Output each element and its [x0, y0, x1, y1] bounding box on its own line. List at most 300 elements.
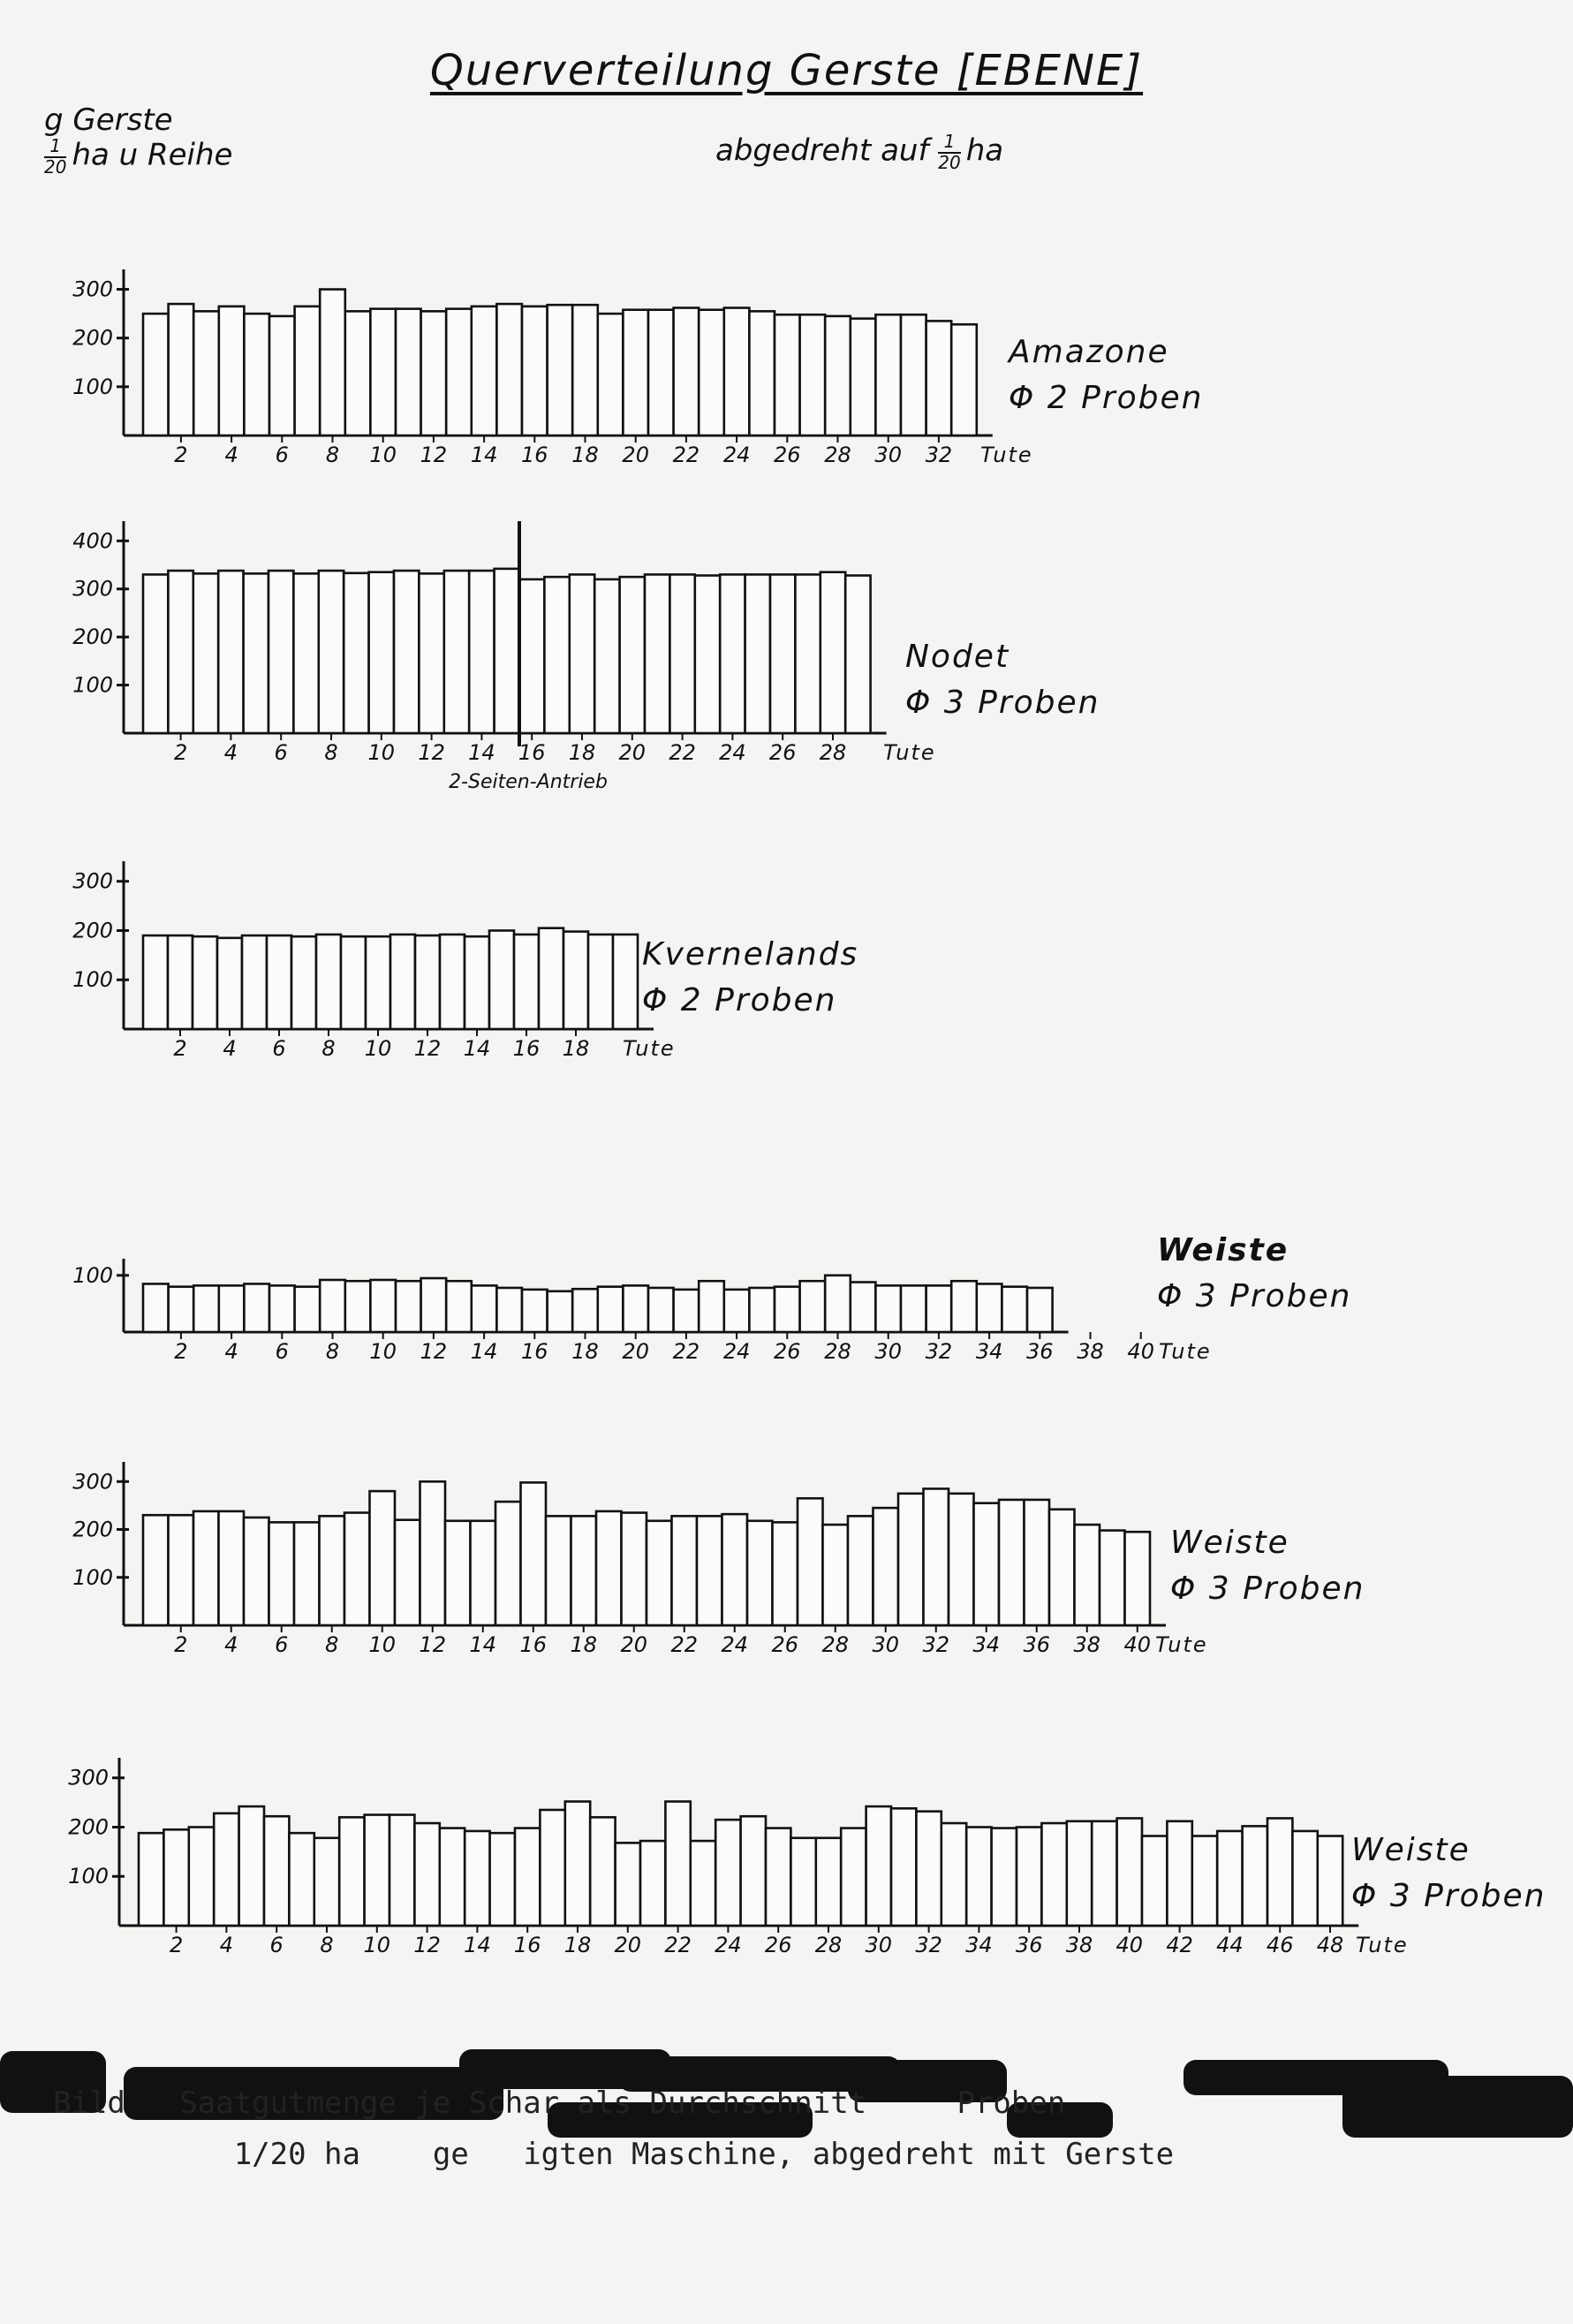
x-tick-label: 28: [824, 1339, 851, 1364]
x-tick-label: 18: [562, 1036, 590, 1061]
bar: [193, 1285, 219, 1332]
x-tick-label: 38: [1073, 1632, 1101, 1657]
calibration-note-prefix: abgedreht auf: [715, 132, 929, 169]
bar: [571, 1516, 597, 1625]
bar: [916, 1812, 941, 1926]
x-tick-label: 28: [819, 740, 847, 765]
y-tick-label: 300: [72, 868, 113, 894]
bar: [588, 935, 613, 1029]
x-tick-label: 46: [1266, 1933, 1294, 1957]
bar: [193, 1511, 219, 1625]
x-tick-label: 10: [364, 1036, 392, 1061]
bar: [366, 936, 390, 1029]
bar: [640, 1841, 665, 1926]
bar: [565, 1801, 590, 1926]
calibration-fraction-denominator: 20: [938, 152, 961, 173]
bar: [544, 577, 569, 733]
bar: [648, 310, 674, 435]
bar: [1092, 1821, 1116, 1926]
bar: [319, 571, 344, 733]
page-title: Querverteilung Gerste [EBENE]: [429, 46, 1144, 95]
bar: [519, 579, 544, 733]
series-label: Nodet: [905, 639, 1010, 675]
x-tick-label: 24: [719, 740, 746, 765]
bar: [790, 1838, 815, 1926]
x-tick-label: 8: [325, 1632, 339, 1657]
bar: [495, 1502, 521, 1625]
bar: [465, 1831, 489, 1926]
x-tick-label: 14: [464, 1933, 491, 1957]
bar: [522, 307, 548, 435]
bar: [749, 311, 775, 435]
y-tick-label: 100: [68, 1864, 109, 1889]
bar: [295, 307, 321, 435]
bar: [143, 314, 169, 435]
x-tick-label: 18: [563, 1933, 592, 1957]
bar: [496, 304, 522, 435]
bar: [623, 1285, 648, 1332]
bar: [699, 1281, 724, 1332]
x-tick-label: 16: [518, 740, 546, 765]
x-tick-label: 6: [275, 443, 289, 467]
x-tick-label: 8: [325, 1339, 340, 1364]
x-tick-label: 48: [1316, 1933, 1344, 1957]
x-tick-label: 12: [419, 1632, 447, 1657]
x-tick-label: 4: [224, 1339, 238, 1364]
bar: [490, 1833, 515, 1926]
x-tick-label: 24: [722, 443, 751, 467]
x-tick-label: 44: [1216, 1933, 1244, 1957]
y-tick-label: 300: [68, 1765, 109, 1790]
bar: [674, 308, 700, 435]
y-tick-label: 200: [68, 1814, 109, 1840]
series-label: Weiste: [1157, 1232, 1289, 1268]
bar: [320, 1280, 345, 1332]
bar: [369, 572, 394, 733]
x-tick-label: 12: [420, 1339, 448, 1364]
bar: [341, 936, 366, 1029]
bar: [293, 573, 318, 733]
series-label: Φ 2 Proben: [1009, 380, 1204, 416]
x-tick-label: 14: [469, 1632, 497, 1657]
bar: [143, 574, 168, 733]
x-tick-label: 32: [922, 1632, 950, 1657]
bar: [747, 1521, 773, 1625]
bar: [596, 1511, 622, 1625]
bar: [800, 1281, 826, 1332]
bar: [665, 1801, 690, 1926]
bar: [546, 1516, 571, 1625]
y-tick-label: 300: [72, 576, 113, 602]
caption-line-1: Bild Saatgutmenge je Schar als Durchschnitt Proben: [53, 2086, 1066, 2121]
bar: [620, 577, 645, 733]
x-tick-label: 26: [771, 1632, 799, 1657]
x-tick-label: 26: [764, 1933, 792, 1957]
bar: [219, 1285, 245, 1332]
bar: [613, 935, 638, 1029]
bar: [495, 569, 519, 733]
x-tick-label: 16: [512, 1036, 541, 1061]
bar: [749, 1288, 775, 1332]
x-tick-label: 30: [872, 1632, 900, 1657]
bar: [469, 571, 494, 733]
bar: [244, 314, 269, 435]
caption-line-2: 1/20 ha ge igten Maschine, abgedreht mit Gerste: [53, 2137, 1175, 2172]
bar: [339, 1817, 364, 1926]
bar: [540, 1810, 564, 1926]
bar: [389, 1815, 414, 1926]
bar: [1142, 1836, 1167, 1926]
bar: [924, 1488, 949, 1625]
x-tick-label: 38: [1065, 1933, 1093, 1957]
unit-label-line1: g Gerste: [44, 102, 173, 138]
series-label: Φ 3 Proben: [905, 685, 1100, 721]
bar: [901, 314, 926, 435]
bar: [168, 935, 193, 1029]
y-tick-label: 400: [72, 528, 113, 554]
bar: [163, 1829, 188, 1926]
x-tick-label: 4: [219, 1933, 234, 1957]
bar: [446, 1281, 472, 1332]
x-tick-label: 22: [672, 443, 700, 467]
y-tick-label: 100: [72, 374, 113, 399]
bar: [848, 1516, 873, 1625]
x-tick-label: 28: [814, 1933, 843, 1957]
x-tick-label: 6: [275, 1632, 289, 1657]
bar: [1002, 1287, 1027, 1332]
x-tick-label: 34: [975, 1339, 1003, 1364]
bar: [193, 936, 217, 1029]
x-tick-label: 28: [821, 1632, 850, 1657]
drive-annotation: 2-Seiten-Antrieb: [449, 771, 608, 793]
x-tick-label: 34: [972, 1632, 1001, 1657]
x-tick-label: 36: [1026, 1339, 1054, 1364]
x-tick-label: 38: [1077, 1339, 1104, 1364]
bar: [775, 314, 800, 435]
x-tick-label: 18: [571, 443, 599, 467]
bar: [219, 307, 245, 435]
series-label: Φ 3 Proben: [1157, 1278, 1352, 1314]
x-tick-label: 40: [1123, 1632, 1152, 1657]
bar: [926, 321, 952, 435]
bar: [825, 1276, 851, 1332]
bar: [419, 573, 443, 733]
bar: [414, 1823, 439, 1926]
x-axis-label: Tute: [1159, 1339, 1212, 1364]
bar: [1049, 1510, 1075, 1625]
bar: [139, 1833, 163, 1926]
bar: [1100, 1531, 1125, 1625]
bar: [1075, 1525, 1100, 1625]
bar: [1125, 1532, 1151, 1625]
y-tick-label: 200: [72, 325, 113, 351]
x-tick-label: 22: [672, 1339, 700, 1364]
bar: [445, 1521, 471, 1625]
series-label: Kvernelands: [642, 936, 859, 973]
y-tick-label: 100: [72, 967, 113, 993]
bar: [320, 1516, 345, 1625]
x-tick-label: 22: [669, 740, 696, 765]
bar: [189, 1827, 214, 1926]
bar: [242, 935, 267, 1029]
bar: [1027, 1288, 1053, 1332]
x-tick-label: 2: [174, 443, 188, 467]
bar: [548, 1291, 573, 1332]
bar: [866, 1806, 891, 1926]
bar: [623, 310, 648, 435]
series-label: Weiste: [1170, 1525, 1289, 1561]
bar: [951, 324, 977, 435]
bar: [217, 938, 242, 1029]
bar: [521, 1482, 547, 1625]
x-tick-label: 18: [568, 740, 596, 765]
bar: [267, 935, 291, 1029]
bar: [825, 316, 851, 435]
bar: [572, 1289, 598, 1332]
bar: [446, 309, 472, 435]
x-tick-label: 2: [173, 740, 188, 765]
bar: [218, 571, 243, 733]
bar: [244, 573, 268, 733]
bar: [440, 935, 465, 1029]
bar: [766, 1828, 790, 1926]
bar: [697, 1516, 722, 1625]
x-tick-label: 20: [618, 740, 647, 765]
bar: [720, 574, 745, 733]
bar: [724, 1290, 750, 1332]
x-tick-label: 26: [768, 740, 797, 765]
bar: [515, 1828, 540, 1926]
x-axis-label: Tute: [980, 443, 1033, 467]
bar: [440, 1828, 465, 1926]
bar: [370, 1491, 396, 1625]
y-tick-label: 100: [72, 672, 113, 698]
x-tick-label: 22: [670, 1632, 699, 1657]
x-tick-label: 24: [715, 1933, 742, 1957]
bar: [168, 571, 193, 733]
x-tick-label: 24: [721, 1632, 749, 1657]
bar: [966, 1827, 991, 1926]
unit-label-line2: ha u Reihe: [72, 137, 233, 173]
bar: [415, 935, 440, 1029]
x-tick-label: 4: [223, 1036, 237, 1061]
bar: [992, 1828, 1017, 1926]
bar: [219, 1511, 245, 1625]
bar: [949, 1494, 974, 1625]
bar: [390, 935, 415, 1029]
bar: [1025, 1500, 1050, 1625]
bar: [316, 935, 341, 1029]
bar: [1017, 1827, 1041, 1926]
x-tick-label: 28: [824, 443, 851, 467]
bar: [365, 1815, 389, 1926]
bar: [977, 1283, 1002, 1332]
x-tick-label: 6: [269, 1933, 284, 1957]
bar: [169, 1515, 194, 1625]
bar: [741, 1816, 766, 1926]
x-tick-label: 14: [470, 443, 498, 467]
x-tick-label: 30: [874, 443, 902, 467]
y-tick-label: 100: [72, 1262, 113, 1288]
series-label: Φ 2 Proben: [642, 982, 837, 1018]
bar: [314, 1838, 339, 1926]
y-tick-label: 300: [72, 276, 113, 302]
calibration-note-suffix: ha: [965, 132, 1004, 169]
x-tick-label: 18: [571, 1339, 599, 1364]
x-tick-label: 16: [521, 443, 548, 467]
x-tick-label: 20: [622, 1339, 649, 1364]
bar: [622, 1513, 647, 1625]
bar: [264, 1816, 289, 1926]
bar: [724, 308, 750, 435]
bar: [691, 1841, 715, 1926]
x-tick-label: 6: [275, 1339, 289, 1364]
x-tick-label: 26: [774, 443, 801, 467]
bar: [465, 936, 489, 1029]
x-tick-label: 20: [614, 1933, 642, 1957]
bar: [722, 1514, 748, 1625]
bar: [472, 1285, 497, 1332]
bar: [672, 1516, 698, 1625]
x-tick-label: 16: [513, 1933, 541, 1957]
x-tick-label: 10: [369, 443, 397, 467]
bar: [1067, 1821, 1092, 1926]
bar: [875, 1285, 901, 1332]
bar: [1292, 1831, 1317, 1926]
bar: [695, 576, 720, 733]
x-tick-label: 12: [413, 1933, 441, 1957]
bar: [1041, 1823, 1066, 1926]
bar: [169, 304, 194, 435]
bar: [1192, 1836, 1217, 1926]
bar: [294, 1522, 320, 1625]
x-tick-label: 4: [223, 740, 238, 765]
bar: [800, 314, 826, 435]
x-axis-label: Tute: [623, 1036, 676, 1061]
bar: [244, 1518, 269, 1625]
x-tick-label: 36: [1015, 1933, 1043, 1957]
x-tick-label: 10: [363, 1933, 391, 1957]
bar: [669, 574, 694, 733]
series-label: Weiste: [1351, 1832, 1471, 1868]
bar: [244, 1283, 269, 1332]
bar: [773, 1522, 798, 1625]
bar: [193, 573, 218, 733]
bar: [1217, 1831, 1242, 1926]
x-tick-label: 14: [468, 740, 495, 765]
x-tick-label: 22: [664, 1933, 692, 1957]
x-tick-label: 12: [413, 1036, 442, 1061]
x-axis-label: Tute: [883, 740, 936, 765]
bar: [320, 290, 345, 435]
x-axis-label: Tute: [1356, 1933, 1409, 1957]
x-tick-label: 10: [369, 1339, 397, 1364]
x-tick-label: 14: [470, 1339, 498, 1364]
bar: [821, 572, 845, 733]
y-tick-label: 100: [72, 1564, 113, 1590]
series-label: Φ 3 Proben: [1351, 1878, 1547, 1914]
x-tick-label: 4: [224, 443, 238, 467]
bar: [269, 316, 295, 435]
bar: [616, 1843, 640, 1926]
bar: [268, 571, 293, 733]
bar: [345, 1281, 371, 1332]
bar: [570, 574, 594, 733]
bar: [648, 1288, 674, 1332]
bar: [269, 1285, 295, 1332]
bar: [1318, 1836, 1342, 1926]
x-tick-label: 26: [774, 1339, 801, 1364]
x-tick-label: 16: [519, 1632, 548, 1657]
bar: [395, 1520, 420, 1625]
x-tick-label: 6: [272, 1036, 286, 1061]
bar: [715, 1820, 740, 1926]
series-label: Amazone: [1009, 334, 1169, 370]
bar: [851, 319, 876, 435]
bar: [394, 571, 419, 733]
x-tick-label: 20: [620, 1632, 648, 1657]
bar: [472, 307, 497, 435]
bar: [1243, 1826, 1267, 1926]
bar: [143, 1515, 169, 1625]
bar: [999, 1500, 1025, 1625]
bar: [901, 1285, 926, 1332]
bar: [396, 309, 421, 435]
bar: [974, 1503, 1000, 1625]
bar: [370, 309, 396, 435]
x-tick-label: 8: [324, 740, 338, 765]
x-tick-label: 2: [169, 1933, 184, 1957]
bar: [598, 314, 624, 435]
calibration-fraction-numerator: 1: [938, 132, 960, 154]
x-tick-label: 42: [1166, 1933, 1193, 1957]
x-tick-label: 4: [224, 1632, 238, 1657]
bar: [421, 311, 447, 435]
bar: [898, 1494, 924, 1625]
y-tick-label: 200: [72, 1517, 113, 1542]
bar: [420, 1481, 446, 1625]
bar: [563, 932, 588, 1029]
bar: [942, 1823, 966, 1926]
x-tick-label: 12: [420, 443, 448, 467]
x-tick-label: 32: [915, 1933, 942, 1957]
bar: [489, 930, 514, 1029]
bar: [396, 1281, 421, 1332]
x-tick-label: 24: [722, 1339, 751, 1364]
bar: [1267, 1818, 1292, 1926]
bar: [345, 311, 371, 435]
bar: [143, 1283, 169, 1332]
x-tick-label: 36: [1023, 1632, 1051, 1657]
bar: [291, 936, 316, 1029]
x-tick-label: 2: [173, 1036, 187, 1061]
bar: [647, 1521, 672, 1625]
x-tick-label: 32: [925, 443, 953, 467]
x-tick-label: 14: [463, 1036, 491, 1061]
bar: [798, 1498, 823, 1625]
x-tick-label: 8: [325, 443, 340, 467]
bar: [496, 1288, 522, 1332]
bar: [539, 928, 563, 1029]
bar: [269, 1522, 295, 1625]
x-axis-label: Tute: [1155, 1632, 1208, 1657]
bar: [816, 1838, 841, 1926]
bar: [770, 574, 795, 733]
bar: [745, 574, 770, 733]
caption-text: [53, 2078, 1174, 2180]
x-tick-label: 34: [965, 1933, 993, 1957]
bar: [289, 1833, 314, 1926]
